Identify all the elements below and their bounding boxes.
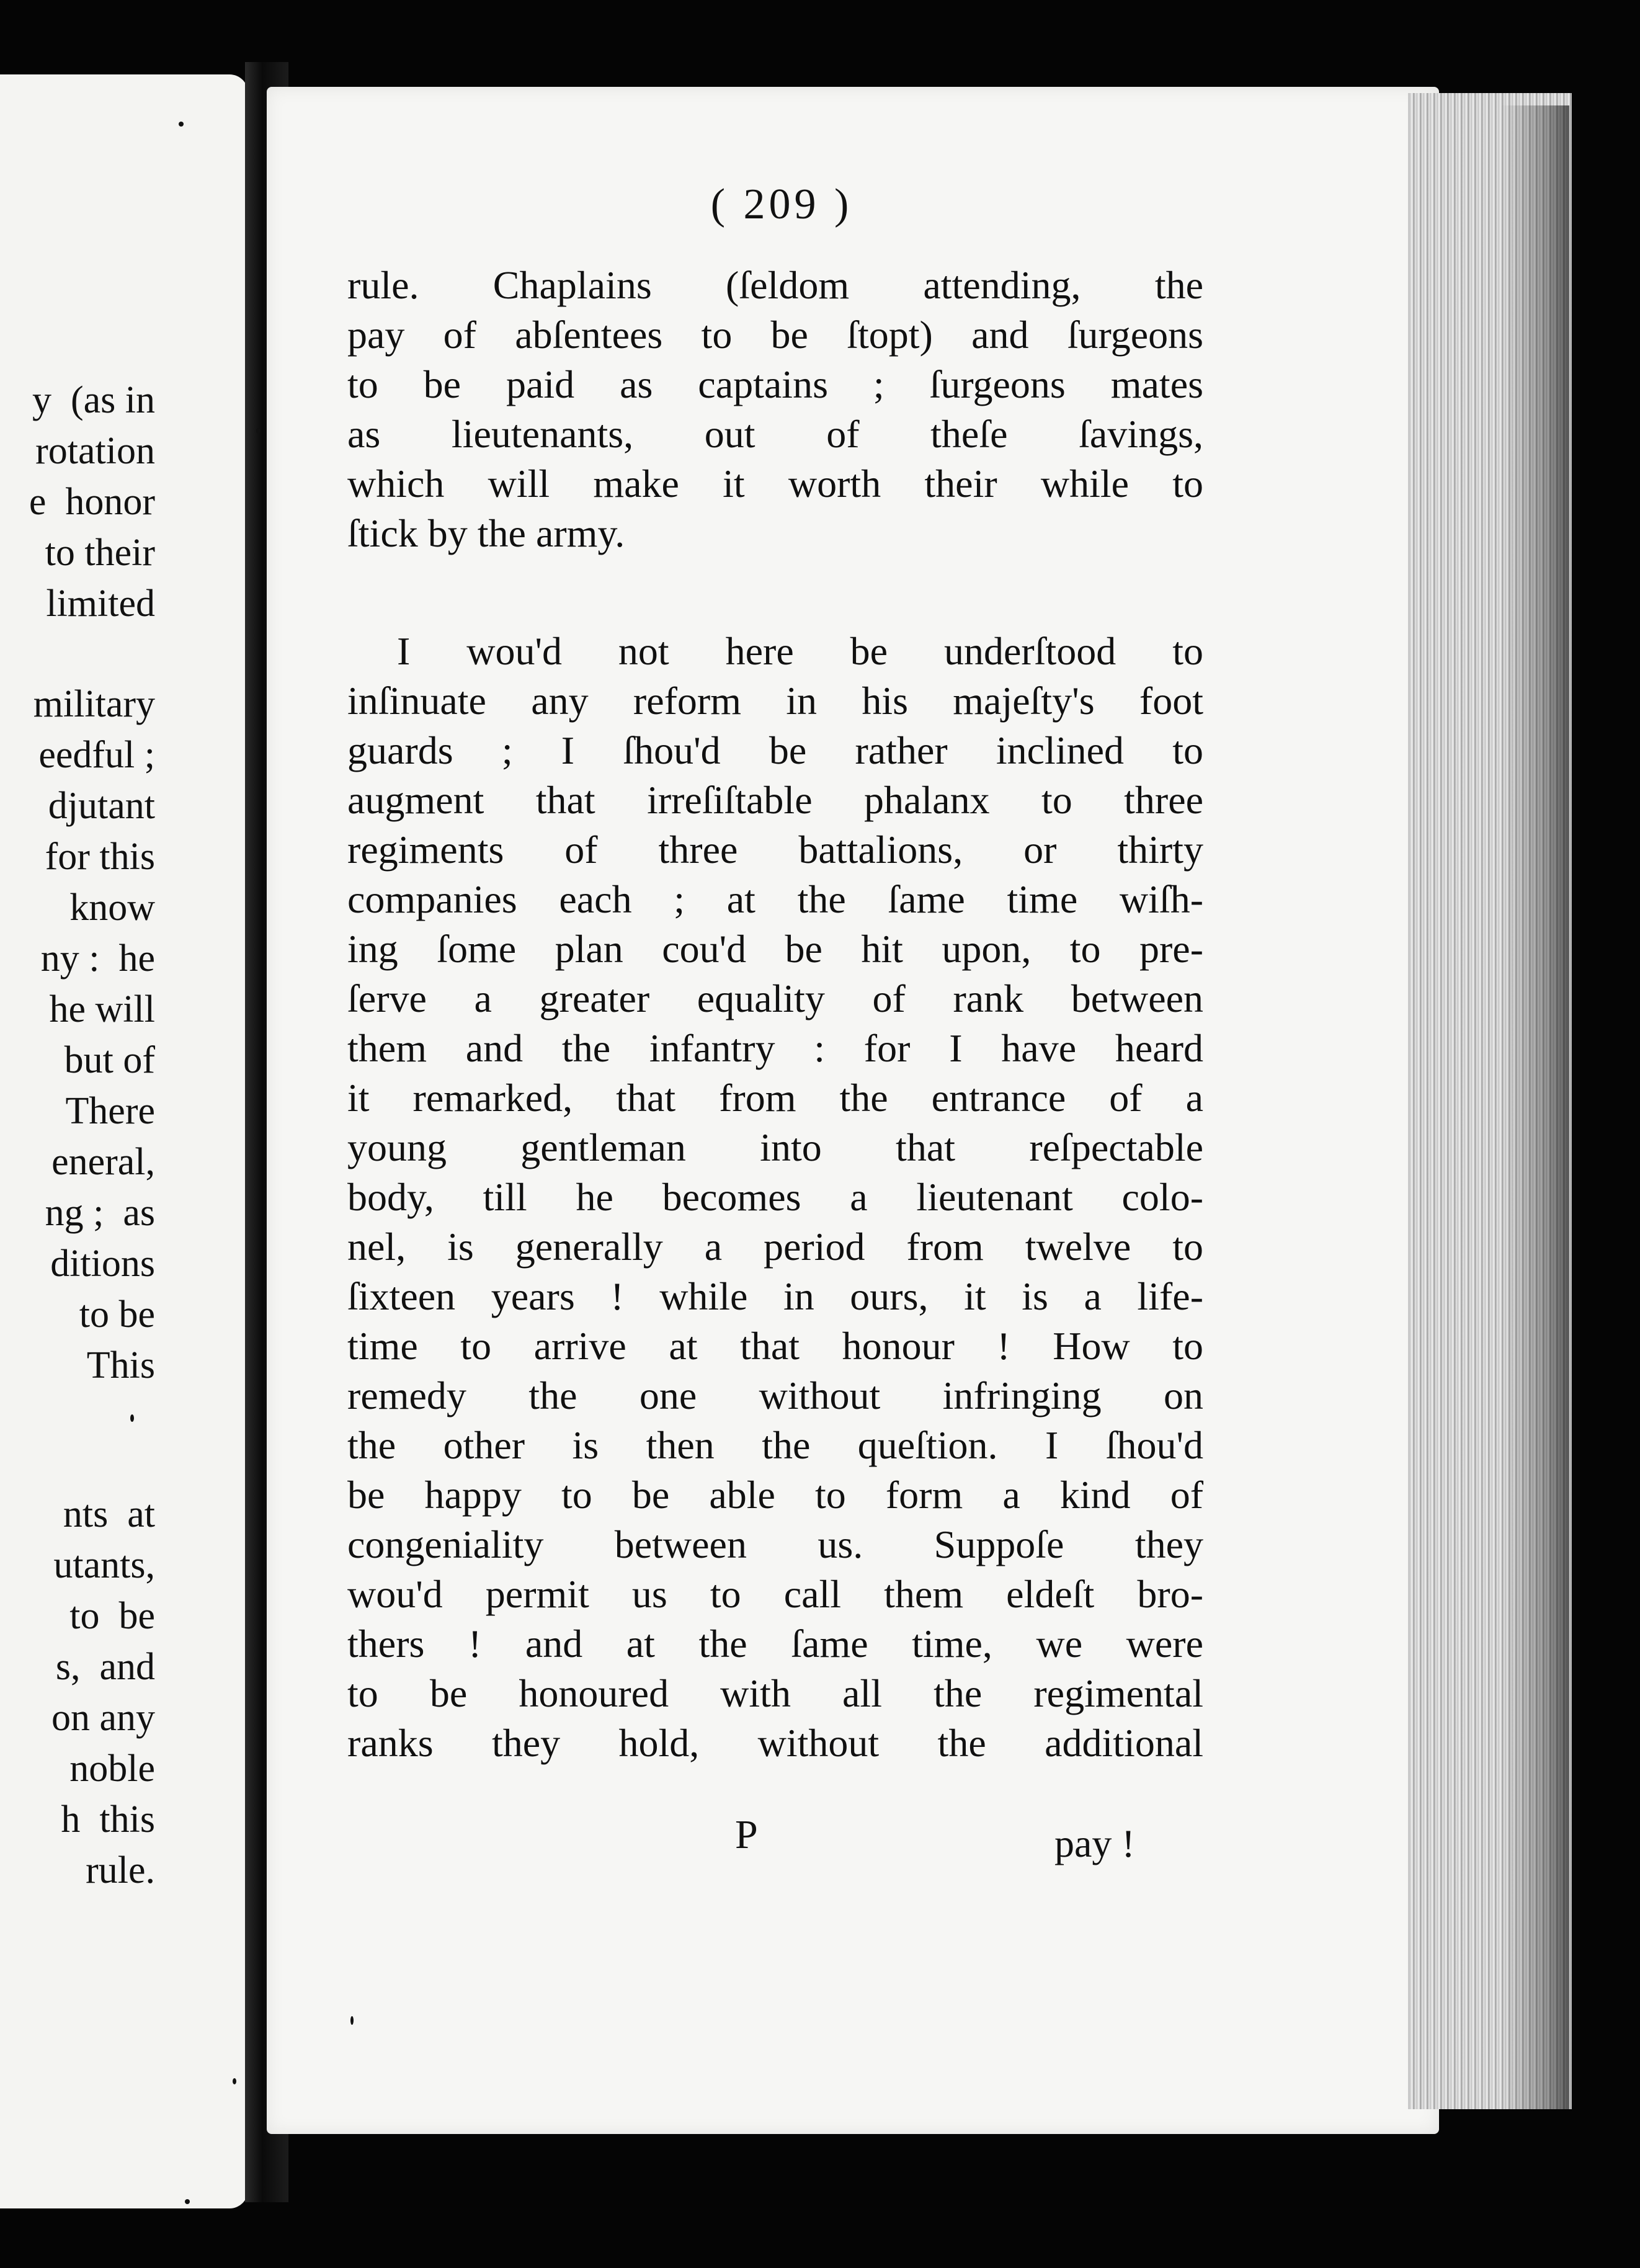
- text-line: congeniality between us. Suppoſe they: [347, 1522, 1203, 1566]
- text-line: remedy the one without infringing on: [347, 1373, 1203, 1418]
- left-line: for this: [45, 836, 155, 878]
- left-line: but of: [64, 1039, 155, 1081]
- text-line: thers ! and at the ſame time, we were: [347, 1622, 1203, 1666]
- scan-speck: [185, 2199, 190, 2204]
- left-line: eneral,: [51, 1141, 155, 1183]
- page-edges-shadow: [1501, 105, 1569, 2109]
- text-line: augment that irreſiſtable phalanx to three: [347, 778, 1203, 822]
- text-line: body, till he becomes a lieutenant colo-: [347, 1175, 1203, 1219]
- text-line: regiments of three battalions, or thirty: [347, 828, 1203, 872]
- scan-speck: [233, 2078, 236, 2084]
- left-line: This: [86, 1344, 155, 1386]
- left-line: to their: [45, 532, 155, 574]
- left-page: [0, 74, 248, 2208]
- paragraph-start-line: I wou'd not here be underſtood to: [397, 629, 1203, 673]
- page-number: ( 209 ): [710, 181, 853, 228]
- left-line: military: [33, 683, 155, 725]
- text-line: it remarked, that from the entrance of a: [347, 1076, 1203, 1120]
- text-line: guards ; I ſhou'd be rather inclined to: [347, 728, 1203, 772]
- text-line: as lieutenants, out of theſe ſavings,: [347, 412, 1203, 456]
- left-line: There: [65, 1090, 155, 1132]
- left-line: s, and: [55, 1646, 155, 1688]
- left-line: h this: [61, 1798, 155, 1841]
- left-line: ng ; as: [45, 1192, 155, 1234]
- left-line: to be: [69, 1595, 155, 1637]
- left-line: limited: [46, 583, 155, 625]
- left-line: eedful ;: [38, 734, 155, 776]
- text-line: ing ſome plan cou'd be hit upon, to pre-: [347, 927, 1203, 971]
- left-line: on any: [51, 1697, 155, 1739]
- signature-mark: P: [735, 1812, 758, 1857]
- left-line: noble: [69, 1748, 155, 1790]
- catchword: pay !: [1054, 1821, 1135, 1865]
- text-line: ſixteen years ! while in ours, it is a life-: [347, 1274, 1203, 1318]
- text-line: ſerve a greater equality of rank between: [347, 976, 1203, 1020]
- left-line: rotation: [35, 430, 155, 472]
- left-line: djutant: [48, 785, 155, 827]
- left-line: nts at: [63, 1493, 155, 1535]
- text-line: nel, is generally a period from twelve to: [347, 1225, 1203, 1269]
- scan-speck: [179, 122, 184, 127]
- left-line: to be: [79, 1293, 155, 1336]
- scan-speck: [350, 2016, 354, 2025]
- text-line: them and the infantry : for I have heard: [347, 1026, 1203, 1070]
- left-line: ny : he: [40, 937, 155, 980]
- text-line: ſtick by the army.: [347, 511, 625, 555]
- left-line: he will: [49, 988, 155, 1030]
- text-line: ranks they hold, without the additional: [347, 1721, 1203, 1765]
- text-line: be happy to be able to form a kind of: [347, 1473, 1203, 1517]
- left-line: utants,: [53, 1544, 155, 1586]
- text-line: to be paid as captains ; ſurgeons mates: [347, 362, 1203, 406]
- scan-speck: [130, 1414, 134, 1422]
- text-line: inſinuate any reform in his majeſty's foot: [347, 679, 1203, 723]
- left-line: y (as in: [32, 379, 155, 421]
- left-line: ditions: [50, 1243, 155, 1285]
- left-line: e honor: [29, 481, 155, 523]
- left-line: know: [69, 886, 155, 929]
- text-line: young gentleman into that reſpectable: [347, 1125, 1203, 1169]
- left-line: rule.: [86, 1849, 155, 1891]
- text-line: wou'd permit us to call them eldeſt bro-: [347, 1572, 1203, 1616]
- text-line: pay of abſentees to be ſtopt) and ſurgeons: [347, 313, 1203, 357]
- text-line: the other is then the queſtion. I ſhou'd: [347, 1423, 1203, 1467]
- scan-speck: [256, 428, 261, 434]
- text-line: time to arrive at that honour ! How to: [347, 1324, 1203, 1368]
- text-line: to be honoured with all the regimental: [347, 1671, 1203, 1715]
- text-line: which will make it worth their while to: [347, 462, 1203, 506]
- text-line: companies each ; at the ſame time wiſh-: [347, 877, 1203, 921]
- text-line: rule. Chaplains (ſeldom attending, the: [347, 263, 1203, 307]
